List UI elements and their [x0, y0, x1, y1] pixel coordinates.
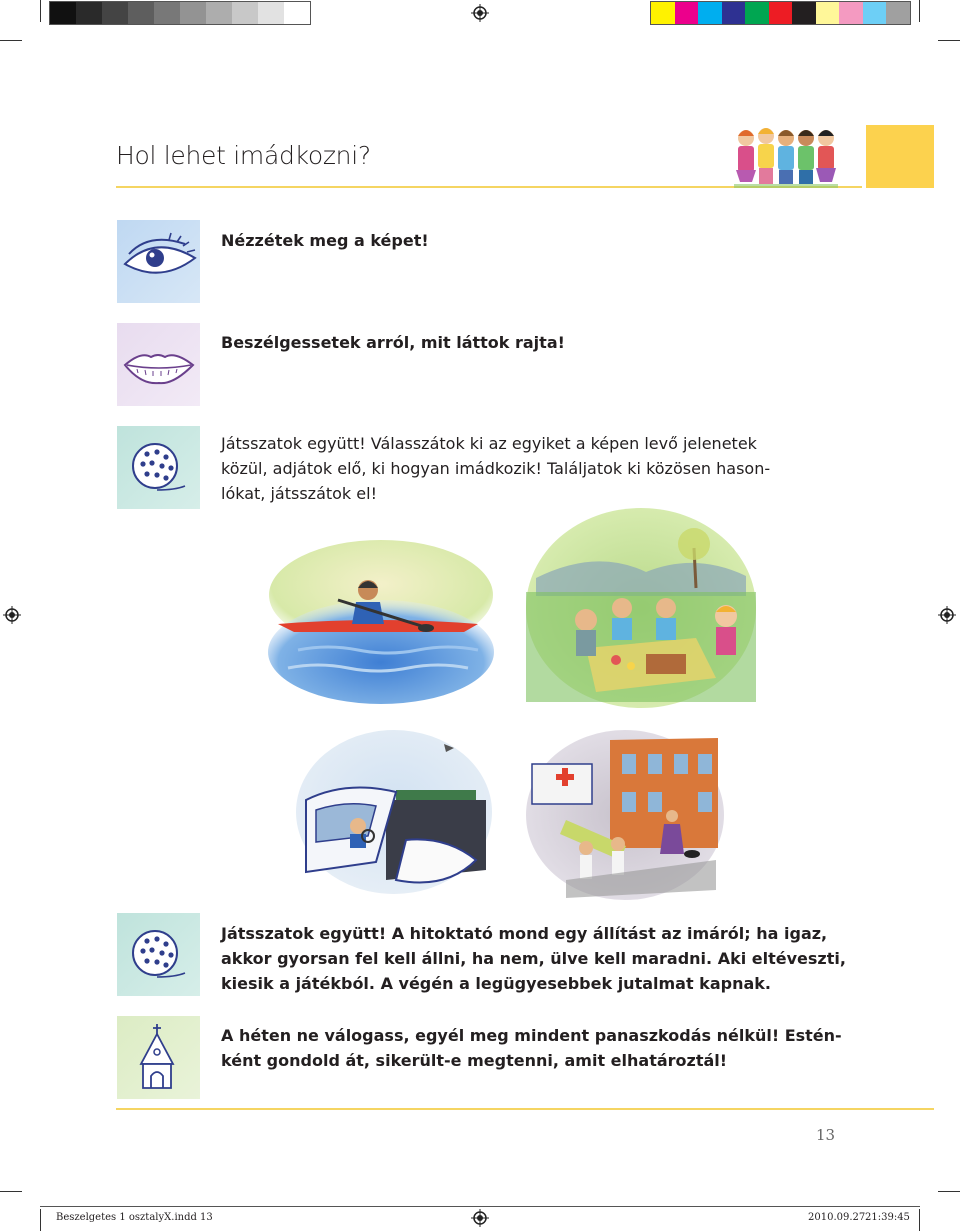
church-icon [117, 1016, 200, 1099]
page-title: Hol lehet imádkozni? [116, 141, 371, 170]
grayscale-bar [49, 1, 311, 25]
instruction-true-false-game [221, 921, 861, 996]
text-line: lókat, játsszátok el! [221, 484, 377, 503]
ball-tile [117, 426, 200, 509]
slug-time: 21:39:45 [865, 1212, 910, 1223]
slug-date: 2010.09.27. [808, 1212, 869, 1223]
lips-tile [117, 323, 200, 406]
ambulance-street-scene [526, 730, 724, 900]
instruction-weekly-task [221, 1023, 861, 1073]
instruction-look: Nézzétek meg a képet! [221, 231, 429, 250]
text-line: Játsszatok együtt! Válasszátok ki az egyiket a képen levő jelenetek [221, 434, 757, 453]
crop-mark [0, 40, 22, 41]
registration-mark-icon [938, 606, 956, 624]
registration-mark-icon [471, 1209, 489, 1227]
text-line: ként gondold át, sikerült-e megtenni, amit elhatároztál! [221, 1051, 728, 1070]
ball-icon [117, 913, 200, 996]
crop-mark [938, 1191, 960, 1192]
instruction-talk: Beszélgessetek arról, mit láttok rajta! [221, 333, 565, 352]
text-line: közül, adjátok elő, ki hogyan imádkozik! Találjatok ki közösen hason- [221, 459, 771, 478]
text-line: akkor gyorsan fel kell állni, ha nem, ülve kell maradni. Aki eltéveszti, [221, 949, 846, 968]
instruction-play-scene [221, 431, 841, 506]
kayak-scene [268, 540, 494, 705]
slug-line [40, 1206, 920, 1207]
text-line: kiesik a játékból. A végén a legügyesebbek jutalmat kapnak. [221, 974, 771, 993]
crop-mark [0, 1191, 22, 1192]
page-number: 13 [816, 1126, 836, 1144]
text-line: A héten ne válogass, egyél meg mindent panaszkodás nélkül! Estén- [221, 1026, 842, 1045]
registration-mark-icon [3, 606, 21, 624]
footer-rule [116, 1108, 934, 1110]
children-group-illustration [732, 124, 840, 190]
crop-mark [919, 1209, 920, 1231]
eye-icon [117, 220, 200, 303]
ball-tile [117, 913, 200, 996]
car-driver-scene [296, 730, 492, 894]
slug-filename: Beszelgetes 1 osztalyX.indd 13 [56, 1212, 213, 1223]
ball-icon [117, 426, 200, 509]
crop-mark [40, 0, 41, 22]
crop-mark [40, 1209, 41, 1231]
church-tile [117, 1016, 200, 1099]
crop-mark [919, 0, 920, 22]
registration-mark-icon [471, 4, 489, 22]
crop-mark [938, 40, 960, 41]
text-line: Játsszatok együtt! A hitoktató mond egy állítást az imáról; ha igaz, [221, 924, 828, 943]
picnic-scene [526, 508, 756, 708]
lips-icon [117, 323, 200, 406]
eye-tile [117, 220, 200, 303]
color-bar [650, 1, 911, 25]
accent-yellow-block [866, 125, 934, 188]
